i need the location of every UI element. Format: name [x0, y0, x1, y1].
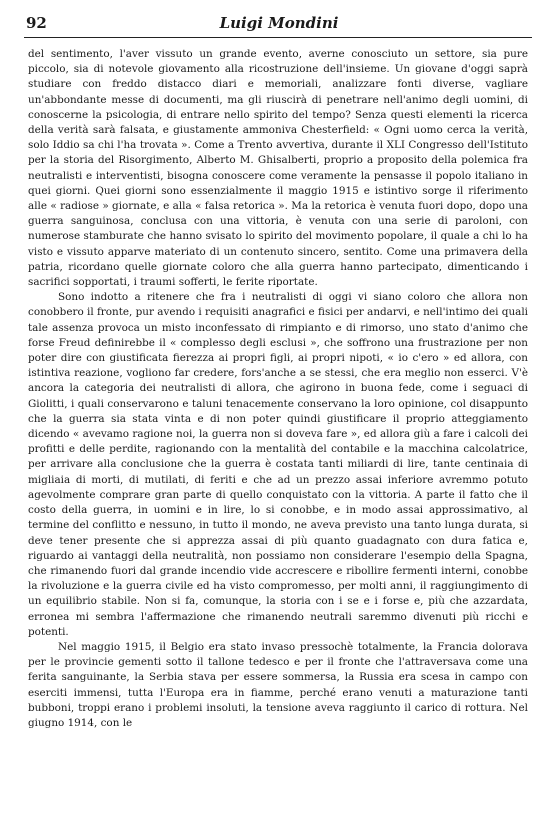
- body-text: [28, 47, 528, 731]
- running-head-author: Luigi Mondini: [219, 14, 339, 32]
- header-rule: [24, 37, 532, 38]
- page-header: [26, 14, 532, 38]
- page-number: 92: [26, 14, 47, 32]
- paragraph-1: del sentimento, l'aver vissuto un grande evento, averne conosciuto un settore, sia pure piccolo, sia di notevole giovamento alla ricostruzione dell'insieme. Un giovane d'oggi saprà studiare con freddo distacco diari e memoriali, analizzare fonti diverse, vagliare un'abbondante messe di documenti, ma gli riuscirà di penetrare nell'animo degli uomini, di conoscerne la psicologia, di entrare nello spirito del tempo? Senza questi elementi la ricerca della verità sarà falsata, e giustamente ammoniva Chesterfield: « Ogni uomo cerca la verità, solo Iddio sa chi l'ha trovata ». Come a Trento avvertiva, durante il XLI Congresso dell'Istituto per la storia del Risorgimento, Alberto M. Ghisalberti, proprio a proposito della polemica fra neutralisti e interventisti, bisogna conoscere come veramente la pensasse il popolo italiano in quei giorni. Quei giorni sono essenzialmente il maggio 1915 e istintivo sorge il riferimento alle « radiose » giornate, e alla « falsa retorica ». Ma la retorica è venuta fuori dopo, dopo una guerra sanguinosa, conclusa con una vittoria, è venuta con una serie di paroloni, con numerose stamburate che hanno svisato lo spirito del movimento popolare, il quale a chi lo ha visto e vissuto apparve materiato di un contenuto sincero, sentito. Come una primavera della patria, ricordano quelle giornate coloro che alla guerra hanno partecipato, dimenticando i sacrifici sopportati, i traumi sofferti, le ferite riportate.: [28, 48, 528, 289]
- paragraph-3: Nel maggio 1915, il Belgio era stato invaso pressochè totalmente, la Francia dolorava per le provincie gementi sotto il tallone tedesco e per il fronte che l'attraversava come una ferita sanguinante, la Serbia stava per essere sommersa, la Russia era scesa in campo con eserciti immensi, tutta l'Europa era in fiamme, perché erano venuti a maturazione tanti bubboni, troppi erano i problemi insoluti, la tensione aveva raggiunto il carico di rottura. Nel giugno 1914, con le: [28, 640, 528, 729]
- paragraph-2: Sono indotto a ritenere che fra i neutralisti di oggi vi siano coloro che allora non conobbero il fronte, pur avendo i requisiti anagrafici e fisici per andarvi, e nell'intimo dei quali tale assenza provoca un misto inconfessato di rimpianto e di rimorso, uno stato d'animo che forse Freud definirebbe il « complesso degli esclusi », che soffrono una frustrazione per non poter dire con giustificata fierezza ai propri figli, ai propri nipoti, « io c'ero » ed allora, con istintiva reazione, vogliono far credere, fors'anche a se stessi, che era meglio non esserci. V'è ancora la categoria dei neutralisti di allora, che agirono in buona fede, come i seguaci di Giolitti, i quali conservarono e taluni tenacemente conservano la loro opinione, col disappunto che la guerra sia stata vinta e di non poter quindi giustificare il proprio atteggiamento dicendo « avevamo ragione noi, la guerra non si doveva fare », ed allora giù a fare i calcoli dei profitti e delle perdite, ragionando con la mentalità del contabile e la macchina calcolatrice, per arrivare alla conclusione che la guerra è costata tanti miliardi di lire, tante centinaia di migliaia di morti, di mutilati, di feriti e che ad un prezzo assai inferiore avremmo potuto agevolmente comprare gran parte di quello conquistato con la vittoria. A parte il fatto che il costo della guerra, in uomini e in lire, lo si conobbe, e in modo assai approssimativo, al termine del conflitto e nessuno, in tutto il mondo, ne aveva previsto una tanto lunga durata, si deve tener presente che si apprezza assai di più quanto guadagnato con dura fatica e, riguardo ai vantaggi della neutralità, non possiamo non considerare l'esempio della Spagna, che rimanendo fuori dal grande incendio vide accrescere e ribollire fermenti interni, conobbe la rivoluzione e la guerra civile ed ha visto compromesso, per molti anni, il raggiungimento di un equilibrio stabile. Non si fa, comunque, la storia con i se e i forse e, più che azzardata, erronea mi sembra l'affermazione che rimanendo neutrali saremmo divenuti più ricchi e potenti.: [28, 291, 528, 638]
